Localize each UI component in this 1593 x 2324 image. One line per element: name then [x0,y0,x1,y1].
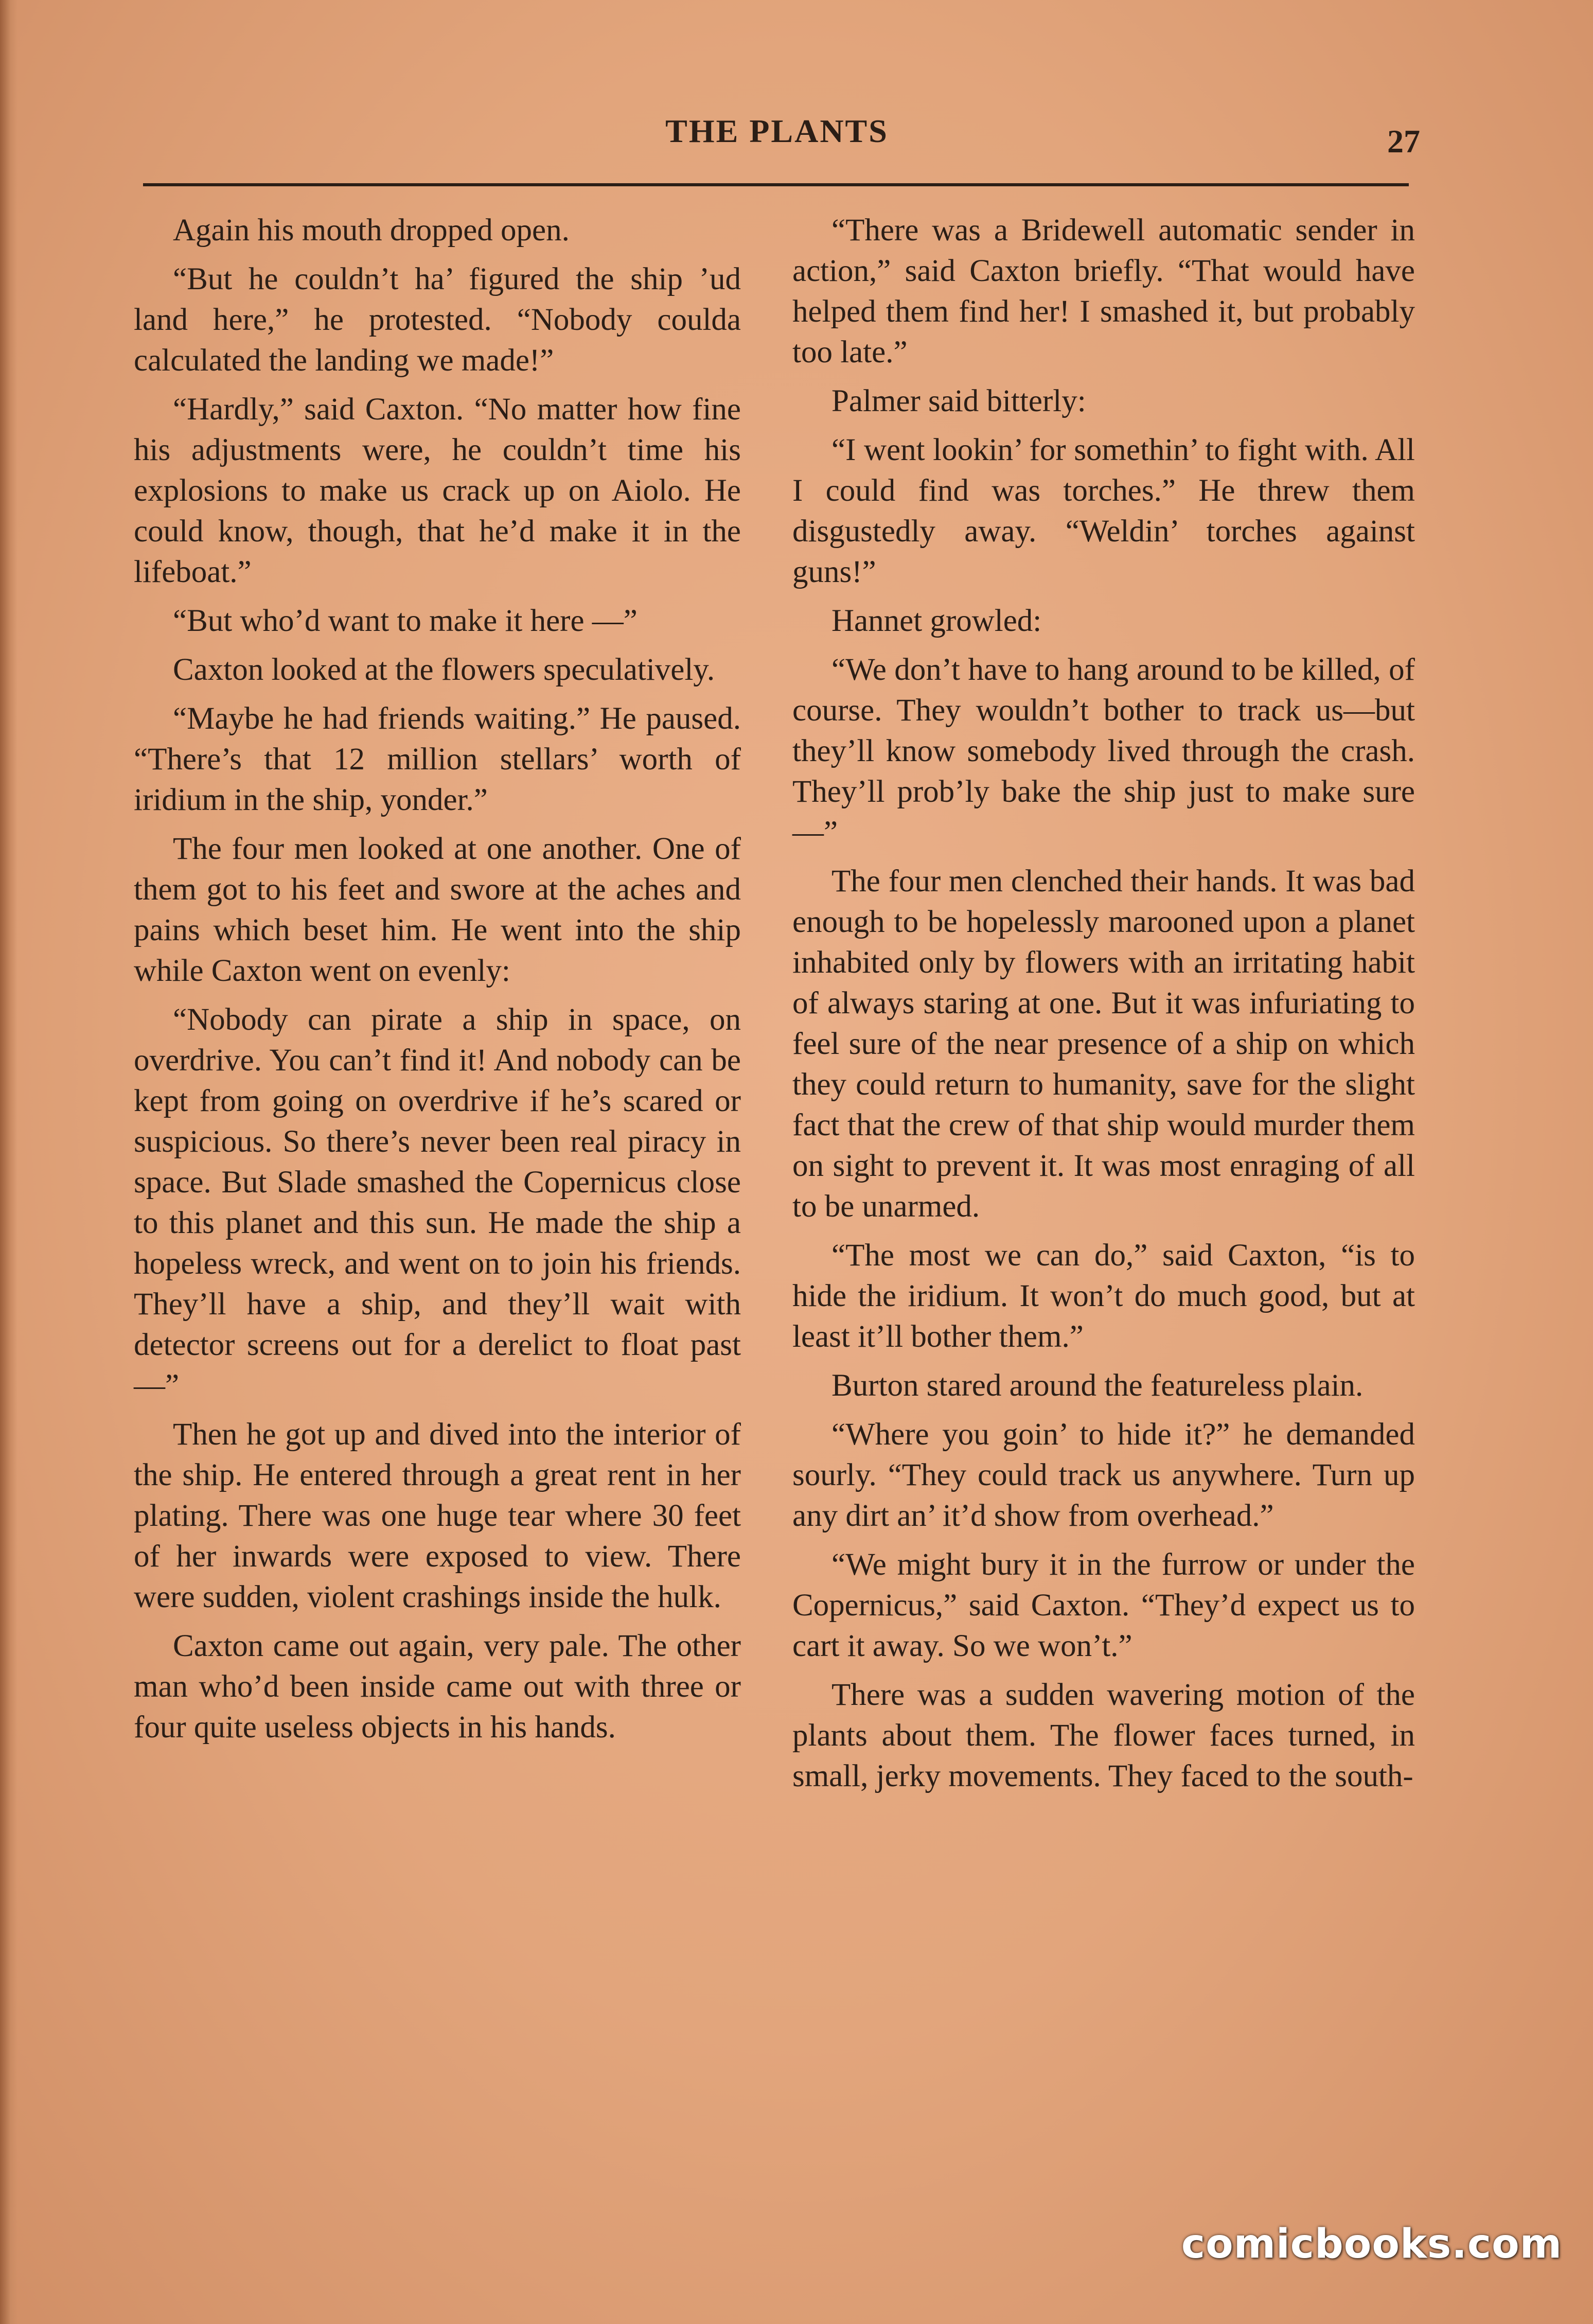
page-number: 27 [1387,123,1420,160]
paragraph: “We don’t have to hang around to be killed, of course. They wouldn’t bother to track us—but they’ll know somebody lived through the crash. They’ll prob’ly bake the ship just to make sure—” [792,653,1415,850]
paragraph: The four men clenched their hands. It was bad enough to be hopelessly marooned upon a planet inhabited only by flowers with an irritating habit of always staring at one. But it was infuriating to feel sure of the near presence of a ship on which they could return to humanity, save for the slight fact that the crew of that ship would murder them on sight to prevent it. It was most enraging of all to be unarmed. [792,864,1415,1224]
paragraph: “There was a Bridewell automatic sender in action,” said Caxton briefly. “That would have helped them find her! I smashed it, but probably too late.” [792,213,1415,369]
paragraph: Caxton looked at the flowers speculatively. [173,653,715,687]
right-column [792,210,1415,1805]
paragraph: “Hardly,” said Caxton. “No matter how fine his adjustments were, he couldn’t time his explosions to make us crack up on Aiolo. He could know, though, that he’d make it in the lifeboat.” [134,392,741,589]
paragraph: “But he couldn’t ha’ figured the ship ’ud land here,” he protested. “Nobody coulda calculated the landing we made!” [134,262,741,378]
paragraph: Hannet growled: [831,604,1042,638]
page-binding-edge [0,0,17,2324]
paragraph: “But who’d want to make it here —” [173,604,638,638]
paragraph: Burton stared around the featureless plain. [831,1368,1364,1403]
paragraph: “The most we can do,” said Caxton, “is to hide the iridium. It won’t do much good, but at least it’ll bother them.” [792,1238,1415,1354]
paragraph: Then he got up and dived into the interior of the ship. He entered through a great rent in her plating. There was one huge tear where 30 feet of her inwards were exposed to view. There were sudden, violent crashings inside the hulk. [134,1417,741,1614]
paragraph: Caxton came out again, very pale. The other man who’d been inside came out with three or four quite useless objects in his hands. [134,1629,741,1745]
header-rule [143,183,1409,186]
left-column [134,210,741,1756]
paragraph: “I went lookin’ for somethin’ to fight with. All I could find was torches.” He threw them disgustedly away. “Weldin’ torches against guns!” [792,433,1415,589]
paragraph: “Nobody can pirate a ship in space, on overdrive. You can’t find it! And nobody can be kept from going on overdrive if he’s scared or suspicious. So there’s never been real piracy in space. But Slade smashed the Copernicus close to this planet and this sun. He made the ship a hopeless wreck, and went on to join his friends. They’ll have a ship, and they’ll wait with detector screens out for a derelict to float past—” [134,1002,741,1403]
running-title: THE PLANTS [665,113,889,149]
paragraph: Palmer said bitterly: [831,384,1086,418]
paragraph: “Maybe he had friends waiting.” He paused. “There’s that 12 million stellars’ worth of iridium in the ship, yonder.” [134,701,741,817]
paragraph: “We might bury it in the furrow or under the Copernicus,” said Caxton. “They’d expect us to cart it away. So we won’t.” [792,1547,1415,1663]
paragraph: “Where you goin’ to hide it?” he demanded sourly. “They could track us anywhere. Turn up any dirt an’ it’d show from overhead.” [792,1417,1415,1533]
paragraph: There was a sudden wavering motion of the plants about them. The flower faces turned, in small, jerky movements. They faced to the south- [792,1678,1415,1793]
site-watermark: comicbooks.com [1181,2221,1562,2267]
paragraph: Again his mouth dropped open. [173,213,570,248]
paragraph: The four men looked at one another. One of them got to his feet and swore at the aches and pains which beset him. He went into the ship while Caxton went on evenly: [134,832,741,988]
